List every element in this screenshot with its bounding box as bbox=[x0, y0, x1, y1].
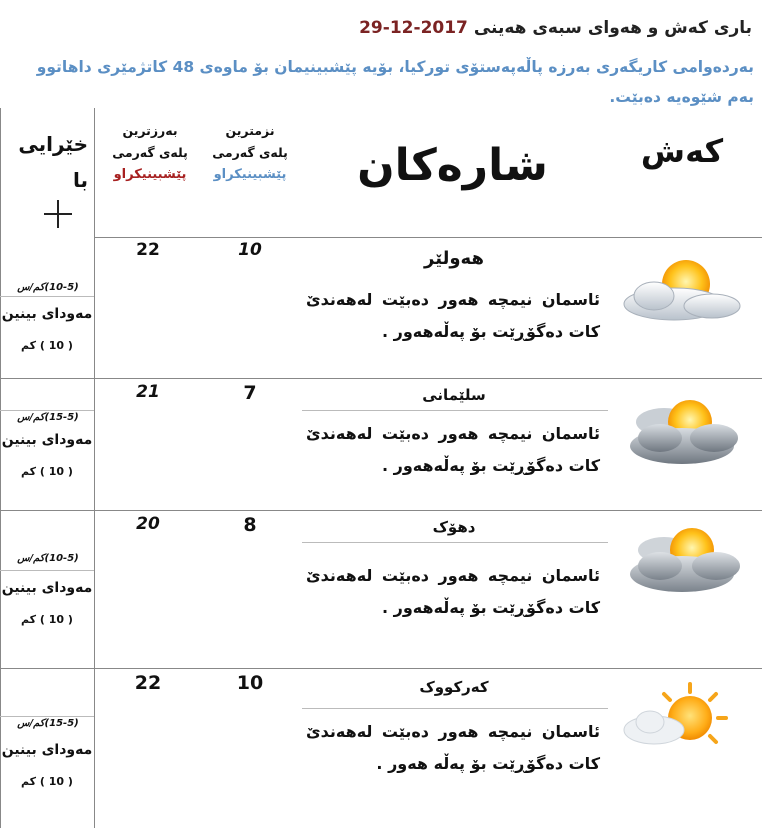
page-subtitle: بەردەوامی کاریگەری بەرزە پاڵەپەستۆی تورکیا، بۆیە پێشبینیمان بۆ ماوەی 48 کاتژمێری داهاتوو بەم شێوەیە دەبێت. bbox=[36, 58, 754, 106]
header-max-line1: بەرزترین bbox=[122, 123, 178, 138]
visibility-label: مەودای بینین bbox=[1, 742, 93, 758]
visibility bbox=[0, 734, 94, 798]
grid-line bbox=[0, 510, 762, 511]
sun-behind-cloud-icon bbox=[620, 680, 744, 752]
visibility-label: مەودای بینین bbox=[1, 580, 93, 596]
visibility bbox=[0, 572, 94, 636]
weather-description: ئاسمان نیمچە هەور دەبێت لەهەندێ کات دەگۆڕێت بۆ پەڵەهەور . bbox=[302, 284, 608, 378]
visibility bbox=[0, 298, 94, 362]
visibility-value: ( 10 ) کم bbox=[21, 775, 73, 788]
max-temp: 20 bbox=[136, 514, 160, 534]
max-temp: 22 bbox=[134, 672, 162, 694]
header-weather: کەش bbox=[640, 132, 724, 170]
grid-line bbox=[0, 716, 94, 717]
page-title bbox=[0, 18, 752, 38]
header-max-temp bbox=[100, 120, 200, 186]
cloudy-sun-icon bbox=[624, 520, 744, 600]
min-temp: 7 bbox=[243, 382, 257, 404]
wind-speed: (15-5)کم/س bbox=[17, 718, 79, 729]
header-min-line1: نزمترین bbox=[225, 123, 275, 138]
grid-line bbox=[0, 410, 94, 411]
city-name: هەولێر bbox=[424, 248, 484, 269]
wind-speed: (10-5)کم/س bbox=[17, 553, 79, 564]
title-date: 2017-12-29 bbox=[359, 18, 468, 38]
grid-line bbox=[0, 570, 94, 571]
partly-cloudy-sun-icon bbox=[616, 258, 746, 328]
grid-line bbox=[302, 542, 608, 543]
cloudy-sun-icon bbox=[624, 392, 744, 472]
header-wind-line1: خێرایی bbox=[18, 132, 88, 156]
title-text: باری کەش و هەوای سبەی هەینی bbox=[473, 18, 752, 38]
header-cities: شارەکان bbox=[357, 140, 548, 191]
wind-speed: (10-5)کم/س bbox=[17, 282, 79, 293]
weather-description: ئاسمان نیمچە هەور دەبێت لەهەندێ کات دەگۆڕێت بۆ پەڵەهەور . bbox=[302, 560, 608, 652]
visibility-label: مەودای بینین bbox=[1, 432, 93, 448]
header-min-line2: پلەی گەرمی bbox=[212, 145, 288, 160]
grid-line bbox=[94, 237, 762, 238]
weather-description: ئاسمان نیمچە هەور دەبێت لەهەندێ کات دەگۆڕێت بۆ پەڵەهەور . bbox=[302, 418, 608, 510]
max-temp: 21 bbox=[136, 382, 160, 402]
max-temp: 22 bbox=[136, 240, 160, 260]
grid-line bbox=[94, 108, 95, 828]
header-min-source: پێشبینیکراو bbox=[213, 167, 287, 182]
visibility-label: مەودای بینین bbox=[1, 306, 93, 322]
wind-speed: (15-5)کم/س bbox=[17, 412, 79, 423]
min-temp: 8 bbox=[243, 514, 257, 536]
grid-line bbox=[0, 378, 762, 379]
visibility-value: ( 10 ) کم bbox=[21, 613, 73, 626]
visibility-value: ( 10 ) کم bbox=[21, 339, 73, 352]
visibility-value: ( 10 ) کم bbox=[21, 465, 73, 478]
grid-line bbox=[302, 708, 608, 709]
city-name: کەرکووک bbox=[419, 678, 489, 696]
header-max-line2: پلەی گەرمی bbox=[112, 145, 188, 160]
min-temp: 10 bbox=[236, 672, 264, 694]
city-name: سلێمانی bbox=[422, 386, 486, 404]
header-wind bbox=[0, 126, 94, 198]
header-max-source: پێشبینیکراو bbox=[113, 167, 187, 182]
grid-line bbox=[302, 410, 608, 411]
min-temp: 10 bbox=[238, 240, 262, 260]
grid-line bbox=[0, 296, 94, 297]
city-name: دهۆک bbox=[432, 518, 476, 536]
header-min-temp bbox=[200, 120, 300, 186]
plus-icon bbox=[44, 200, 72, 228]
header-wind-line2: با bbox=[72, 168, 88, 192]
weather-description: ئاسمان نیمچە هەور دەبێت لەهەندێ کات دەگۆڕێت بۆ پەڵە هەور . bbox=[302, 716, 608, 784]
visibility bbox=[0, 424, 94, 488]
grid-line bbox=[0, 668, 762, 669]
